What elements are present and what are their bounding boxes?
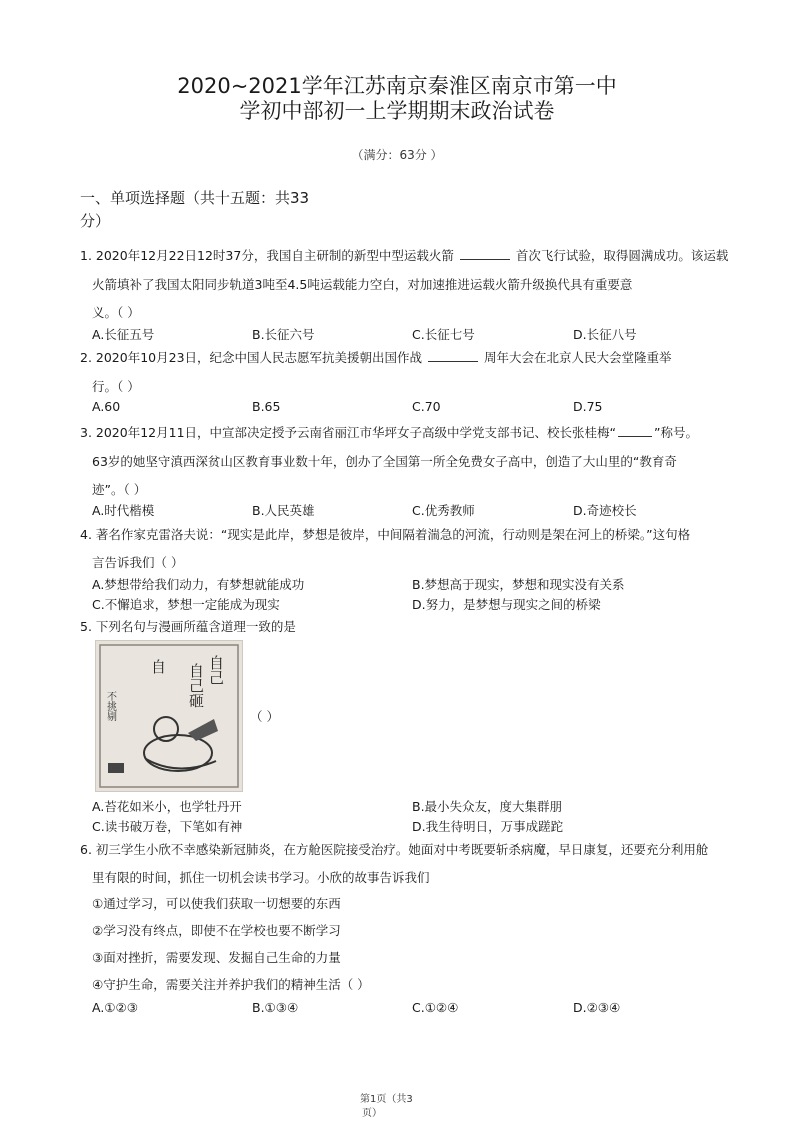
section-heading-line2: 分） (80, 212, 111, 230)
cartoon-caption-side: 不挑剔 (104, 691, 116, 721)
option-a: A.梦想带给我们动力，有梦想就能成功 (92, 577, 305, 592)
option-c: C.长征七号 (412, 327, 475, 342)
option-a: A.长征五号 (92, 327, 155, 342)
answer-blank (618, 436, 652, 437)
option-a: A.时代楷模 (92, 503, 155, 518)
question-text: 迹”。（ ） (92, 482, 147, 497)
section-heading-line1: 一、单项选择题（共十五题：共33 (80, 189, 310, 207)
question-text: 4. 著名作家克雷洛夫说：“现实是此岸，梦想是彼岸，中间隔着湍急的河流，行动则是架在河上的桥梁。”这句格 (80, 527, 691, 542)
option-d: D.努力，是梦想与现实之间的桥梁 (412, 597, 601, 612)
answer-blank (428, 361, 478, 362)
option-b: B.梦想高于现实，梦想和现实没有关系 (412, 577, 625, 592)
option-c: C.优秀教师 (412, 503, 475, 518)
question-text: 6. 初三学生小欣不幸感染新冠肺炎，在方舱医院接受治疗。她面对中考既要斩杀病魔，早日康复，还要充分利用舱 (80, 842, 709, 857)
question-text: 1. 2020年12月22日12时37分，我国自主研制的新型中型运载火箭 首次飞行试验，取得圆满成功。该运载 (80, 248, 729, 263)
option-d: D.②③④ (573, 1000, 621, 1015)
option-d: D.75 (573, 399, 603, 414)
option-c: C.读书破万卷，下笔如有神 (92, 819, 243, 834)
option-a: A.60 (92, 399, 121, 414)
option-b: B.①③④ (252, 1000, 299, 1015)
option-c: C.①②④ (412, 1000, 459, 1015)
option-d: D.奇迹校长 (573, 503, 637, 518)
question-text: 火箭填补了我国太阳同步轨道3吨至4.5吨运载能力空白，对加速推进运载火箭升级换代具有重要意 (92, 277, 633, 292)
exam-title-line1: 2020~2021学年江苏南京秦淮区南京市第一中 (177, 74, 617, 98)
page-number-line2: 页） (362, 1108, 382, 1119)
answer-blank (460, 259, 510, 260)
question-text: （ ） (250, 709, 279, 724)
question-text: 行。（ ） (92, 379, 140, 394)
statement-1: ①通过学习，可以使我们获取一切想要的东西 (92, 896, 341, 911)
statement-2: ②学习没有终点，即使不在学校也要不断学习 (92, 923, 341, 938)
cartoon-caption-main: 自己砸 (187, 663, 205, 708)
question-text: 里有限的时间，抓住一切机会读书学习。小欣的故事告诉我们 (92, 870, 430, 885)
cartoon-drawing (96, 641, 242, 791)
cartoon-stamp (108, 763, 124, 773)
cartoon-caption-main-2: 自己 (207, 655, 225, 685)
option-c: C.不懈追求，梦想一定能成为现实 (92, 597, 280, 612)
question-text: 3. 2020年12月11日，中宣部决定授予云南省丽江市华坪女子高级中学党支部书记、校长张桂梅“ ”称号。 (80, 425, 698, 440)
cartoon-image (95, 640, 243, 792)
option-b: B.最小失众友，度大集群朋 (412, 799, 563, 814)
exam-title-line2: 学初中部初一上学期期末政治试卷 (239, 99, 555, 123)
option-b: B.人民英雄 (252, 503, 315, 518)
question-text: 2. 2020年10月23日，纪念中国人民志愿军抗美援朝出国作战 周年大会在北京人民大会堂隆重举 (80, 350, 672, 365)
option-b: B.长征六号 (252, 327, 315, 342)
option-d: D.长征八号 (573, 327, 637, 342)
statement-3: ③面对挫折，需要发现、发掘自己生命的力量 (92, 950, 341, 965)
question-text: 言告诉我们（ ） (92, 555, 184, 570)
page-number-line1: 第1页（共3 (360, 1094, 413, 1105)
question-text: 63岁的她坚守滇西深贫山区教育事业数十年，创办了全国第一所全免费女子高中，创造了大山里的“教育奇 (92, 454, 677, 469)
option-d: D.我生待明日，万事成蹉跎 (412, 819, 564, 834)
full-score: （满分：63分 ） (351, 148, 443, 162)
cartoon-caption-main-3: 自 (149, 659, 167, 674)
option-a: A.苔花如米小，也学牡丹开 (92, 799, 242, 814)
option-a: A.①②③ (92, 1000, 138, 1015)
question-text: 义。（ ） (92, 305, 140, 320)
question-text: 5. 下列名句与漫画所蕴含道理一致的是 (80, 619, 296, 634)
statement-4: ④守护生命，需要关注并养护我们的精神生活（ ） (92, 977, 370, 992)
option-b: B.65 (252, 399, 281, 414)
option-c: C.70 (412, 399, 441, 414)
